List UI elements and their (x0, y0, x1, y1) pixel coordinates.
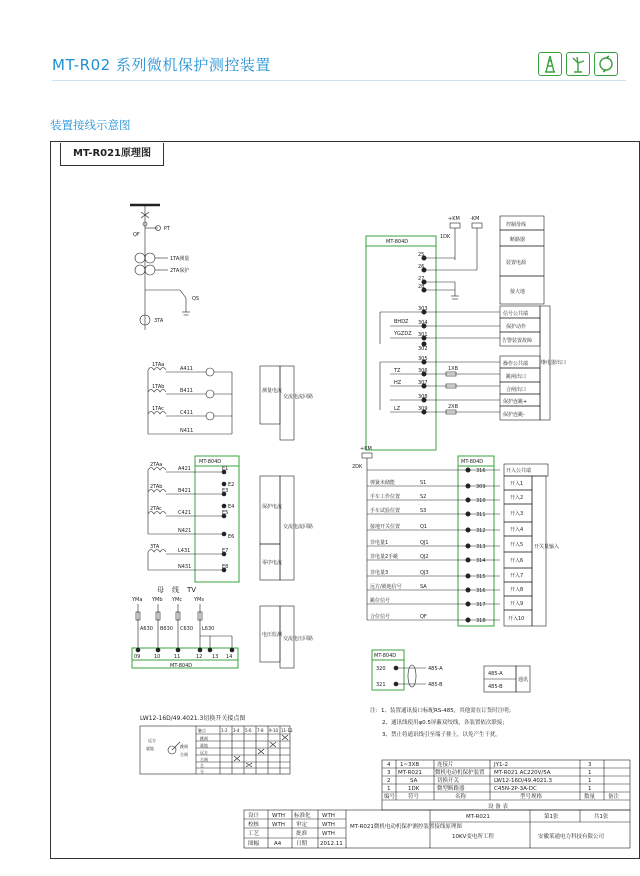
svg-text:MT-804D: MT-804D (386, 239, 409, 245)
svg-text:C630: C630 (180, 626, 194, 632)
svg-text:1XB: 1XB (448, 366, 459, 372)
svg-text:1~3XB: 1~3XB (400, 762, 420, 768)
svg-text:跳位信号: 跳位信号 (370, 598, 391, 604)
svg-text:C411: C411 (180, 410, 194, 416)
svg-text:2TAa: 2TAa (150, 462, 163, 468)
svg-text:7-8: 7-8 (257, 728, 264, 733)
svg-text:WTH: WTH (322, 831, 335, 837)
svg-text:数量: 数量 (584, 794, 596, 800)
svg-text:编号: 编号 (384, 794, 396, 800)
svg-text:保护连跳+: 保护连跳+ (503, 399, 528, 405)
svg-text:A421: A421 (178, 466, 191, 472)
svg-text:跳闸: 跳闸 (200, 736, 208, 741)
svg-text:WTH: WTH (322, 813, 335, 819)
svg-text:C45N-2P-3A-DC: C45N-2P-3A-DC (494, 786, 537, 792)
svg-text:3TA: 3TA (150, 544, 160, 550)
svg-text:微机电动机保护装置: 微机电动机保护装置 (435, 770, 485, 776)
svg-text:设计: 设计 (248, 813, 260, 819)
svg-text:接地开关位置: 接地开关位置 (370, 524, 401, 530)
svg-text:远方/就地信号: 远方/就地信号 (370, 584, 402, 590)
svg-text:316: 316 (476, 468, 486, 474)
svg-text:312: 312 (476, 528, 486, 534)
svg-text:L431: L431 (178, 548, 191, 554)
svg-text:安徽莱通电力科技有限公司: 安徽莱通电力科技有限公司 (538, 834, 605, 840)
svg-text:MT-804D: MT-804D (374, 653, 397, 659)
svg-text:线: 线 (172, 586, 179, 594)
svg-text:开关量输入: 开关量输入 (534, 544, 560, 550)
svg-text:N421: N421 (178, 528, 192, 534)
svg-text:合闸出口: 合闸出口 (506, 387, 527, 393)
svg-text:1: 1 (588, 778, 592, 784)
svg-text:TZ: TZ (394, 368, 401, 374)
svg-text:1DK: 1DK (440, 234, 451, 240)
svg-text:1: 1 (588, 770, 592, 776)
svg-text:开入7: 开入7 (510, 573, 524, 579)
svg-text:TV: TV (187, 586, 197, 594)
svg-text:L630: L630 (202, 626, 215, 632)
svg-text:操作公共端: 操作公共端 (503, 361, 529, 367)
qf-label: QF (133, 232, 140, 238)
svg-text:非电量1: 非电量1 (370, 540, 389, 546)
svg-text:WTH: WTH (272, 813, 285, 819)
svg-text:开入4: 开入4 (510, 527, 524, 533)
svg-text:5-6: 5-6 (245, 728, 252, 733)
svg-text:QJ1: QJ1 (420, 540, 429, 546)
svg-text:E1: E1 (222, 466, 229, 472)
svg-text:LZ: LZ (394, 406, 401, 412)
page-header-title: MT-R02 系列微机保护测控装置 (52, 56, 271, 74)
svg-text:13: 13 (212, 654, 219, 660)
svg-text:图幅: 图幅 (248, 841, 260, 847)
svg-text:保护连跳-: 保护连跳- (503, 412, 525, 418)
svg-text:接大地: 接大地 (510, 289, 526, 295)
svg-text:LW12-16D/49.4021.3: LW12-16D/49.4021.3 (494, 778, 553, 784)
svg-text:2TAc: 2TAc (150, 506, 162, 512)
svg-text:开入8: 开入8 (510, 587, 524, 593)
svg-text:QJ3: QJ3 (420, 570, 429, 576)
comm-block (372, 650, 530, 692)
svg-text:27: 27 (418, 276, 425, 282)
svg-text:开入10: 开入10 (508, 616, 525, 622)
svg-text:1: 1 (588, 786, 592, 792)
ta3-label: 3TA (154, 318, 164, 324)
svg-text:307: 307 (418, 380, 428, 386)
measure-ct-block (148, 362, 313, 440)
svg-text:3: 3 (588, 762, 592, 768)
svg-text:电压监测: 电压监测 (262, 632, 283, 638)
svg-text:B421: B421 (178, 488, 191, 494)
svg-text:MT-804D: MT-804D (170, 663, 193, 669)
svg-text:+KM: +KM (448, 216, 460, 222)
svg-text:313: 313 (476, 544, 486, 550)
svg-text:E3: E3 (222, 488, 229, 494)
svg-text:C421: C421 (178, 510, 192, 516)
svg-text:手车试验位置: 手车试验位置 (370, 508, 401, 514)
svg-text:A630: A630 (140, 626, 153, 632)
svg-text:1TAb: 1TAb (152, 384, 165, 390)
voltage-block (131, 585, 313, 669)
svg-text:E2: E2 (228, 482, 235, 488)
protect-ct-block (148, 456, 313, 582)
section-title: 装置接线示意图 (50, 118, 131, 132)
drawing-name: MT-R021微机电动机保护测控装置接线原理图 (350, 824, 462, 830)
svg-text:A4: A4 (274, 841, 282, 847)
svg-text:保护动作: 保护动作 (506, 324, 527, 330)
svg-text:装置电源: 装置电源 (506, 260, 527, 266)
svg-text:317: 317 (476, 602, 486, 608)
svg-text:继电器出口: 继电器出口 (541, 360, 567, 366)
svg-text:跳闸: 跳闸 (180, 744, 188, 749)
svg-text:合闸: 合闸 (200, 757, 208, 762)
svg-text:1: 1 (387, 786, 391, 792)
svg-text:MT-804D: MT-804D (199, 459, 222, 465)
title-block (244, 810, 630, 848)
svg-text:303: 303 (418, 306, 428, 312)
svg-text:MT-R021: MT-R021 (398, 770, 422, 776)
svg-text:485-A: 485-A (488, 671, 503, 677)
svg-text:11: 11 (174, 654, 181, 660)
svg-text:MT-804D: MT-804D (461, 459, 484, 465)
svg-text:合: 合 (200, 763, 204, 768)
svg-text:4: 4 (387, 762, 391, 768)
svg-text:YGZDZ: YGZDZ (394, 331, 412, 337)
svg-text:JY1-2: JY1-2 (494, 762, 508, 768)
svg-text:WTH: WTH (322, 822, 335, 828)
svg-text:+KM: +KM (360, 446, 372, 452)
svg-text:YMb: YMb (152, 597, 163, 603)
svg-text:LW12-16D/49.4021.3切换开关接点图: LW12-16D/49.4021.3切换开关接点图 (140, 715, 246, 722)
svg-text:314: 314 (476, 558, 486, 564)
svg-text:3-4: 3-4 (233, 728, 240, 733)
svg-text:B411: B411 (180, 388, 193, 394)
svg-text:非电量2手跳: 非电量2手跳 (370, 554, 399, 560)
svg-text:YMa: YMa (132, 597, 143, 603)
svg-text:302: 302 (418, 346, 428, 352)
svg-text:BHDZ: BHDZ (394, 319, 409, 325)
svg-text:QJ2: QJ2 (420, 554, 429, 560)
ta1-label: 1TA测量 (170, 256, 190, 262)
svg-text:28: 28 (418, 284, 425, 290)
svg-text:MT-R021: MT-R021 (466, 814, 490, 820)
svg-text:交流电压回路: 交流电压回路 (283, 636, 314, 642)
svg-text:12: 12 (196, 654, 203, 660)
svg-text:26: 26 (418, 264, 425, 270)
svg-text:YMs: YMs (194, 597, 204, 603)
svg-text:分: 分 (200, 769, 204, 774)
svg-text:合位信号: 合位信号 (370, 614, 391, 620)
svg-text:开入5: 开入5 (510, 542, 524, 548)
svg-text:E6: E6 (228, 534, 235, 540)
svg-text:保护电流: 保护电流 (262, 504, 283, 510)
svg-text:母: 母 (157, 586, 164, 594)
svg-text:306: 306 (418, 368, 428, 374)
svg-text:非电量3: 非电量3 (370, 570, 389, 576)
svg-text:远方: 远方 (148, 738, 156, 743)
measure-circuit-label: 交流电流回路 (283, 394, 314, 400)
svg-text:2DK: 2DK (352, 464, 363, 470)
diagram-title: MT-R021原理图 (60, 143, 164, 166)
svg-text:1TAa: 1TAa (152, 362, 165, 368)
svg-text:Q1: Q1 (420, 524, 428, 530)
svg-text:MT-R021 AC220V/5A: MT-R021 AC220V/5A (494, 770, 551, 776)
svg-text:标准化: 标准化 (294, 813, 311, 819)
notes (370, 706, 514, 738)
svg-text:321: 321 (376, 682, 386, 688)
svg-text:9-10: 9-10 (269, 728, 279, 733)
svg-text:第1张: 第1张 (544, 814, 559, 820)
svg-text:S2: S2 (420, 494, 427, 500)
svg-text:校核: 校核 (248, 822, 260, 828)
svg-text:3: 3 (387, 770, 391, 776)
svg-text:名称: 名称 (455, 794, 467, 800)
svg-text:注：1、装置通讯接口标配RS-485，其他需在订货时注明；: 注：1、装置通讯接口标配RS-485，其他需在订货时注明； (370, 708, 515, 714)
svg-text:315: 315 (476, 574, 486, 580)
svg-text:开入1: 开入1 (510, 481, 524, 487)
svg-text:设 备 表: 设 备 表 (488, 804, 508, 810)
svg-text:S1: S1 (420, 480, 427, 486)
svg-text:零序电流: 零序电流 (262, 560, 283, 566)
svg-text:E8: E8 (222, 564, 229, 570)
svg-text:311: 311 (476, 512, 486, 518)
svg-text:B630: B630 (160, 626, 173, 632)
svg-text:连接片: 连接片 (437, 762, 454, 768)
svg-text:触点: 触点 (198, 728, 206, 733)
svg-text:E5: E5 (222, 510, 229, 516)
svg-text:485-B: 485-B (428, 682, 443, 688)
control-block (366, 216, 566, 450)
svg-text:开入3: 开入3 (510, 511, 524, 517)
svg-text:S3: S3 (420, 508, 427, 514)
svg-text:共1张: 共1张 (594, 814, 609, 820)
svg-text:485-B: 485-B (488, 684, 503, 690)
svg-text:QF: QF (420, 614, 427, 620)
svg-text:316: 316 (476, 588, 486, 594)
switch-input-block (352, 446, 559, 626)
pt-label: PT (164, 226, 171, 232)
svg-text:微型断路器: 微型断路器 (437, 786, 465, 792)
svg-text:告警装置故障: 告警装置故障 (502, 338, 533, 344)
svg-text:远方: 远方 (200, 750, 208, 755)
svg-text:控制母线: 控制母线 (506, 222, 527, 228)
svg-text:型号规格: 型号规格 (520, 794, 543, 800)
svg-text:YMc: YMc (172, 597, 183, 603)
svg-text:301: 301 (418, 332, 428, 338)
svg-text:E7: E7 (222, 548, 229, 554)
svg-text:318: 318 (476, 618, 486, 624)
svg-text:交流电流回路: 交流电流回路 (283, 524, 314, 530)
svg-text:SA: SA (420, 584, 427, 590)
svg-text:开入公共端: 开入公共端 (506, 468, 532, 474)
svg-text:就地: 就地 (146, 746, 154, 751)
svg-text:切换开关: 切换开关 (437, 778, 460, 784)
svg-text:WTH: WTH (272, 822, 285, 828)
svg-text:304: 304 (418, 320, 428, 326)
svg-text:10: 10 (154, 654, 161, 660)
svg-text:309: 309 (418, 406, 428, 412)
svg-text:2: 2 (387, 778, 391, 784)
qs-label: QS (192, 296, 200, 302)
svg-text:批准: 批准 (296, 831, 308, 837)
bom-table (382, 760, 630, 810)
svg-text:310: 310 (476, 498, 486, 504)
svg-text:弹簧未储能: 弹簧未储能 (370, 480, 396, 486)
svg-text:3、禁止将通讯线引至端子排上，以免产生干扰。: 3、禁止将通讯线引至端子排上，以免产生干扰。 (382, 732, 502, 738)
svg-text:25: 25 (418, 252, 425, 258)
svg-text:HZ: HZ (394, 380, 402, 386)
svg-text:14: 14 (226, 654, 233, 660)
svg-text:E4: E4 (228, 504, 235, 510)
switch-contact-table (140, 714, 293, 774)
svg-text:开入2: 开入2 (510, 495, 524, 501)
svg-text:备注: 备注 (608, 794, 620, 800)
svg-text:309: 309 (476, 484, 486, 490)
svg-text:1DK: 1DK (408, 786, 420, 792)
svg-text:11-12: 11-12 (281, 728, 293, 733)
svg-text:10KV变电所工程: 10KV变电所工程 (452, 834, 494, 840)
svg-text:日期: 日期 (296, 841, 308, 847)
svg-text:A411: A411 (180, 366, 193, 372)
svg-text:手车工作位置: 手车工作位置 (370, 494, 401, 500)
svg-text:2XB: 2XB (448, 404, 459, 410)
svg-text:SA: SA (410, 778, 418, 784)
svg-text:2TAb: 2TAb (150, 484, 163, 490)
svg-text:合闸: 合闸 (180, 752, 188, 757)
ta2-label: 2TA保护 (170, 268, 190, 274)
svg-text:开入6: 开入6 (510, 558, 524, 564)
svg-text:09: 09 (134, 654, 141, 660)
svg-text:审定: 审定 (296, 822, 308, 828)
svg-text:开入9: 开入9 (510, 601, 524, 607)
svg-text:信号公共端: 信号公共端 (503, 311, 529, 317)
svg-text:2012.11: 2012.11 (320, 841, 343, 847)
svg-text:305: 305 (418, 356, 428, 362)
svg-text:跳闸出口: 跳闸出口 (506, 374, 527, 380)
svg-text:符号: 符号 (408, 794, 420, 800)
svg-text:N431: N431 (178, 564, 192, 570)
svg-text:1TAc: 1TAc (152, 406, 164, 412)
svg-text:N411: N411 (180, 428, 194, 434)
svg-text:工艺: 工艺 (248, 831, 260, 837)
svg-text:308: 308 (418, 394, 428, 400)
measure-label: 测量电流 (262, 388, 283, 394)
svg-text:1-2: 1-2 (221, 728, 228, 733)
primary-circuit (130, 205, 199, 330)
svg-text:通讯: 通讯 (518, 677, 529, 683)
svg-text:-KM: -KM (470, 216, 480, 222)
svg-text:就地: 就地 (200, 743, 208, 748)
svg-text:485-A: 485-A (428, 666, 443, 672)
svg-text:断路器: 断路器 (510, 237, 526, 243)
svg-text:2、通讯线使用φ0.5屏蔽双绞线，各装置依次联接；: 2、通讯线使用φ0.5屏蔽双绞线，各装置依次联接； (382, 720, 508, 726)
svg-text:320: 320 (376, 666, 386, 672)
